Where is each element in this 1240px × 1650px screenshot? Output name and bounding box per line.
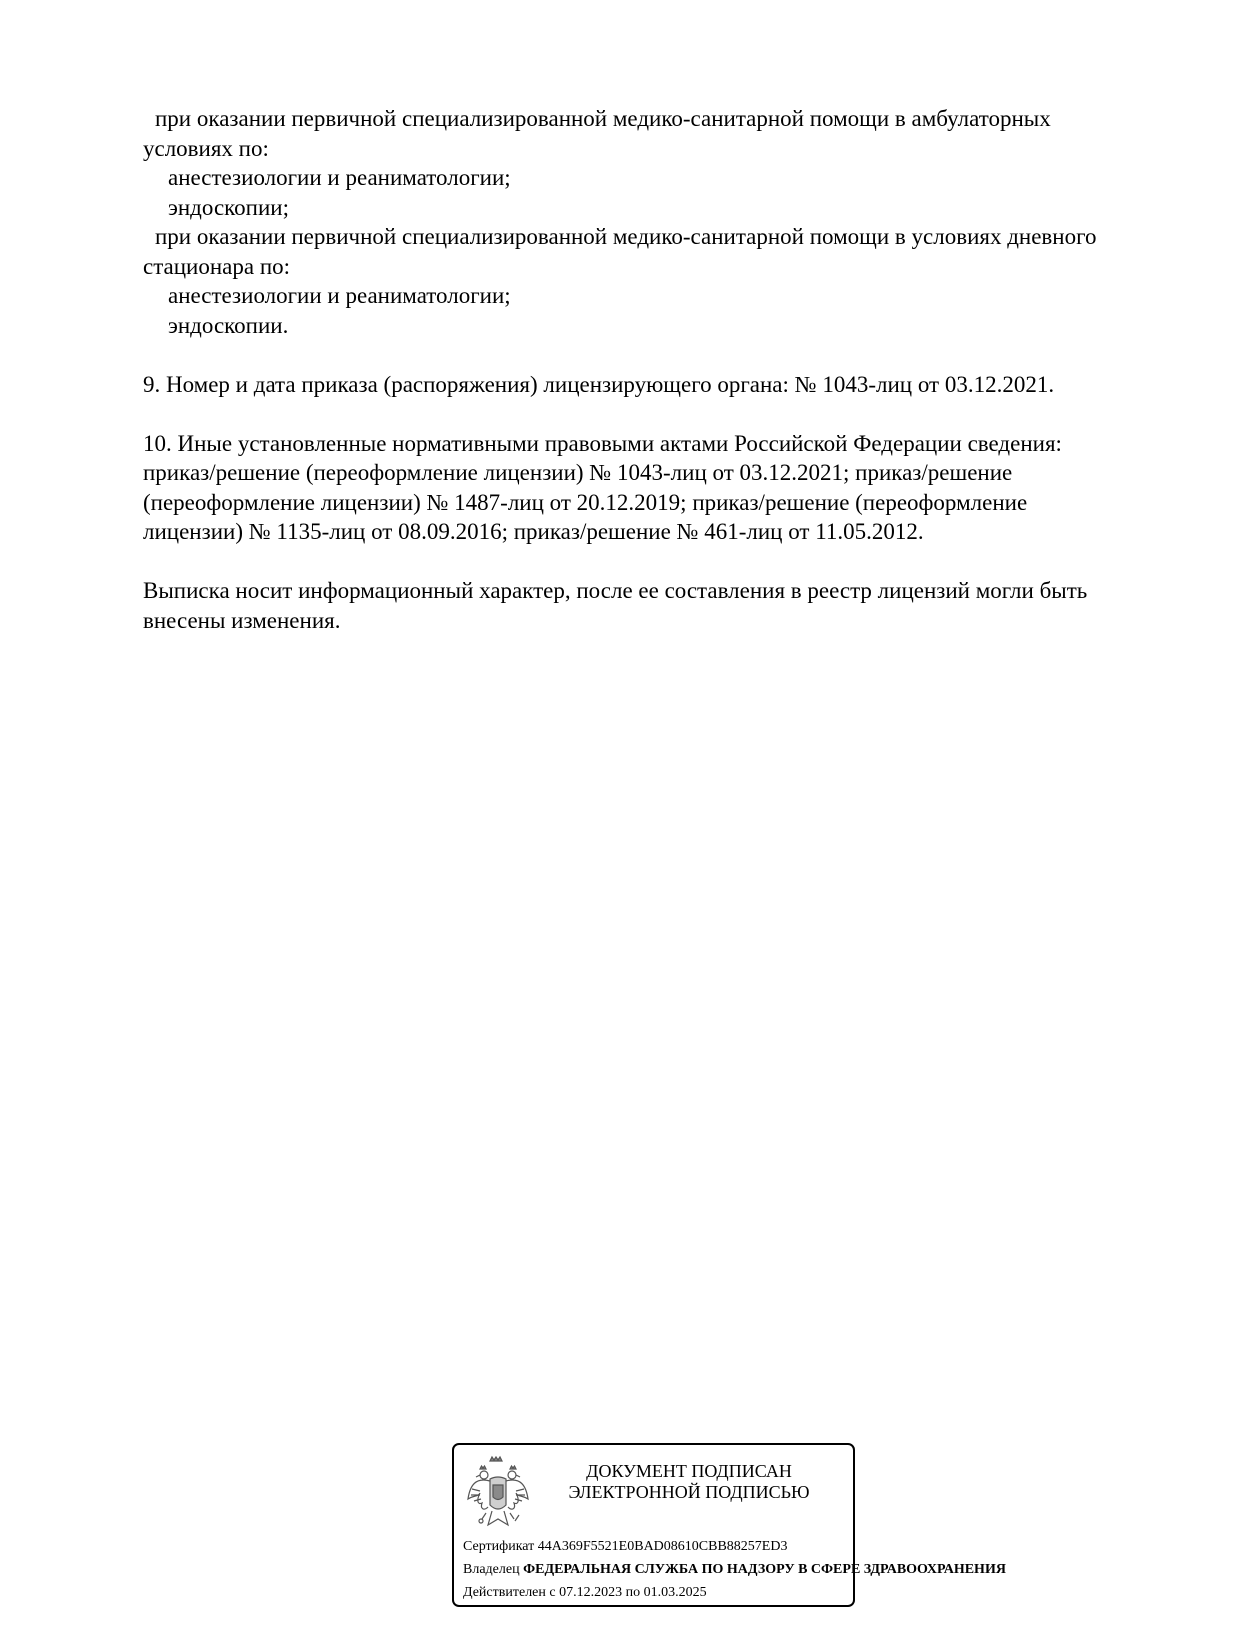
owner-row [463, 1562, 1006, 1578]
paragraph-gap [143, 399, 1153, 429]
stamp-title-line: ДОКУМЕНТ ПОДПИСАН [586, 1461, 792, 1481]
text-line: стационара по: [143, 253, 291, 279]
document-body [143, 104, 1153, 635]
item-10-line: (переоформление лицензии) № 1487-лиц от 20.12.2019; приказ/решение (переоформление [143, 489, 1028, 515]
electronic-signature-stamp [452, 1443, 1006, 1607]
item-9-order-number: 9. Номер и дата приказа (распоряжения) лицензирующего органа: № 1043-лиц от 03.12.2021. [143, 371, 1055, 397]
validity-row: Действителен с 07.12.2023 по 01.03.2025 [463, 1585, 707, 1600]
item-10-line: лицензии) № 1135-лиц от 08.09.2016; приказ/решение № 461-лиц от 11.05.2012. [143, 519, 924, 544]
stamp-title [534, 1461, 844, 1503]
item-10-line: 10. Иные установленные нормативными правовыми актами Российской Федерации сведения: [143, 430, 1062, 456]
text-line: анестезиологии и реаниматологии; [168, 283, 511, 308]
owner-label: Владелец [463, 1562, 520, 1577]
owner-value: ФЕДЕРАЛЬНАЯ СЛУЖБА ПО НАДЗОРУ В СФЕРЕ ЗДРАВООХРАНЕНИЯ [523, 1562, 1006, 1577]
text-line: при оказании первичной специализированной медико-санитарной помощи в амбулаторных [155, 106, 1051, 131]
text-line: эндоскопии; [168, 194, 289, 220]
certificate-value: 44A369F5521E0BAD08610CBB88257ED3 [537, 1539, 788, 1554]
disclaimer-line: внесены изменения. [143, 607, 341, 633]
item-10-line: приказ/решение (переоформление лицензии) № 1043-лиц от 03.12.2021; приказ/решение [143, 460, 1013, 485]
certificate-row [463, 1539, 787, 1555]
text-line: анестезиологии и реаниматологии; [168, 165, 511, 190]
russian-coat-of-arms-icon [466, 1455, 530, 1535]
certificate-label: Сертификат [463, 1539, 535, 1554]
text-line: при оказании первичной специализированной медико-санитарной помощи в условиях дневного [155, 224, 1097, 249]
stamp-title-line: ЭЛЕКТРОННОЙ ПОДПИСЬЮ [568, 1482, 810, 1502]
paragraph-gap [143, 340, 1153, 370]
text-line: эндоскопии. [168, 312, 289, 338]
disclaimer-line: Выписка носит информационный характер, после ее составления в реестр лицензий могли быть [143, 578, 1088, 603]
text-line: условиях по: [143, 135, 269, 161]
paragraph-gap [143, 547, 1153, 577]
